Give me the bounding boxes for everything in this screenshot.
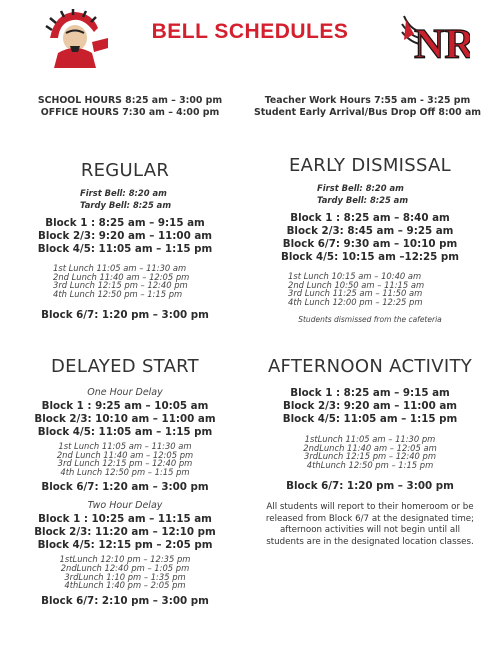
regular-bells [80,188,230,211]
note-line: afternoon activities will not begin until all [279,525,461,536]
note-line: released from Block 6/7 at the designated time; [265,513,475,524]
block-line: Block 4/5: 12:15 pm – 2:05 pm [37,539,213,552]
lunch-line: 3rd Lunch 12:15 pm – 12:40 pm [53,280,188,291]
lunch-line: 2nd Lunch 11:40 am – 12:05 pm [53,271,190,282]
lunch-line: 4thLunch 1:40 pm – 2:05 pm [64,580,186,591]
lunch-line: 2nd Lunch 11:40 am – 12:05 pm [56,449,194,460]
one-hour-blocks [20,400,230,439]
block-line: Block 6/7: 9:30 am – 10:10 pm [282,238,458,250]
lunch-line: 2ndLunch 11:40 am – 12:05 am [303,442,437,453]
first-bell: First Bell: 8:20 am [80,188,167,198]
tardy-bell: Tardy Bell: 8:25 am [80,199,172,210]
lunch-line: 1st Lunch 11:05 am – 11:30 am [58,441,192,451]
nr-logo [400,10,470,65]
school-hours-line: SCHOOL HOURS 8:25 am – 3:00 pm [37,95,223,106]
block-line: Block 2/3: 10:10 am – 11:00 am [34,413,216,425]
two-hour-blocks [20,513,230,552]
lunch-line: 4th Lunch 12:00 pm – 12:25 pm [288,296,423,307]
note-line: All students will report to their homeroom or be [266,502,474,513]
early-lunches [288,272,480,306]
block-line: Block 2/3: 11:20 am – 12:10 pm [34,526,216,539]
lunch-line: 2ndLunch 12:40 pm – 1:05 pm [60,562,190,573]
two-hour-lunches [20,555,230,589]
lunch-line: 1st Lunch 11:05 am – 11:30 am [53,263,187,273]
afternoon-blocks [255,387,485,426]
afternoon-lunches [255,435,485,469]
early-blocks [260,212,480,264]
first-bell: First Bell: 8:20 am [317,183,404,193]
early-arrival-line: Student Early Arrival/Bus Drop Off 8:00 am [253,107,482,118]
two-hour-last-block: Block 6/7: 2:10 pm – 3:00 pm [41,594,209,607]
lunch-line: 4th Lunch 12:50 pm – 1:15 pm [53,288,183,299]
regular-lunches [53,264,230,298]
early-dismissal-note: Students dismissed from the cafeteria [298,315,442,325]
early-dismissal-title: EARLY DISMISSAL [288,155,451,176]
lunch-line: 2nd Lunch 10:50 am – 11:15 am [288,279,425,290]
block-line: Block 2/3: 9:20 am – 11:00 am [37,230,212,242]
staff-hours [250,95,485,119]
delayed-start-schedule [20,356,230,608]
block-line: Block 4/5: 11:05 am – 1:15 pm [37,243,213,255]
block-line: Block 2/3: 9:20 am – 11:00 am [282,400,457,412]
block-line: Block 1 : 10:25 am – 11:15 am [38,513,212,526]
svg-text:NR: NR [414,22,470,65]
afternoon-last-block: Block 6/7: 1:20 pm – 3:00 pm [286,480,454,493]
block-line: Block 4/5: 11:05 am – 1:15 pm [282,413,458,425]
regular-schedule [20,160,230,322]
lunch-line: 1stLunch 12:10 pm – 12:35 pm [59,554,191,565]
afternoon-activity-schedule [255,356,485,548]
block-line: Block 4/5: 11:05 am – 1:15 pm [37,426,213,438]
block-line: Block 4/5: 10:15 am –12:25 pm [280,251,459,263]
block-line: Block 1 : 9:25 am – 10:05 am [41,400,209,412]
one-hour-last-block: Block 6/7: 1:20 am – 3:00 pm [41,481,209,494]
one-hour-lunches [20,442,230,476]
block-line: Block 1 : 8:25 am – 8:40 am [290,212,450,224]
regular-title: REGULAR [80,160,170,181]
regular-last-block: Block 6/7: 1:20 pm – 3:00 pm [41,309,209,322]
regular-blocks [20,217,230,256]
lunch-line: 3rd Lunch 11:25 am – 11:50 am [288,288,423,299]
page-title: BELL SCHEDULES [151,20,349,43]
one-hour-delay-label: One Hour Delay [87,387,163,398]
lunch-line: 3rd Lunch 12:15 pm – 12:40 pm [57,458,193,469]
tardy-bell: Tardy Bell: 8:25 am [317,194,409,205]
lunch-line: 1st Lunch 10:15 am – 10:40 am [288,271,422,281]
lunch-line: 3rdLunch 1:10 pm – 1:35 pm [64,571,186,582]
afternoon-note [255,502,485,548]
lunch-line: 4th Lunch 12:50 pm – 1:15 pm [60,466,190,477]
block-line: Block 1 : 8:25 am – 9:15 am [290,387,450,399]
block-line: Block 2/3: 8:45 am – 9:25 am [286,225,454,237]
early-dismissal-schedule [260,155,480,324]
teacher-hours-line: Teacher Work Hours 7:55 am - 3:25 pm [264,95,471,106]
lunch-line: 1stLunch 11:05 am – 11:30 pm [304,434,436,444]
two-hour-delay-label: Two Hour Delay [87,500,163,512]
afternoon-activity-title: AFTERNOON ACTIVITY [267,356,473,377]
delayed-start-title: DELAYED START [51,356,199,377]
lunch-line: 4thLunch 12:50 pm – 1:15 pm [306,459,434,470]
block-line: Block 1 : 8:25 am – 9:15 am [45,217,205,229]
early-bells [317,183,480,206]
school-hours [20,95,240,119]
lunch-line: 3rdLunch 12:15 pm – 12:40 pm [303,451,436,462]
note-line: students are in the designated location classes. [266,536,474,547]
office-hours-line: OFFICE HOURS 7:30 am – 4:00 pm [40,107,220,118]
